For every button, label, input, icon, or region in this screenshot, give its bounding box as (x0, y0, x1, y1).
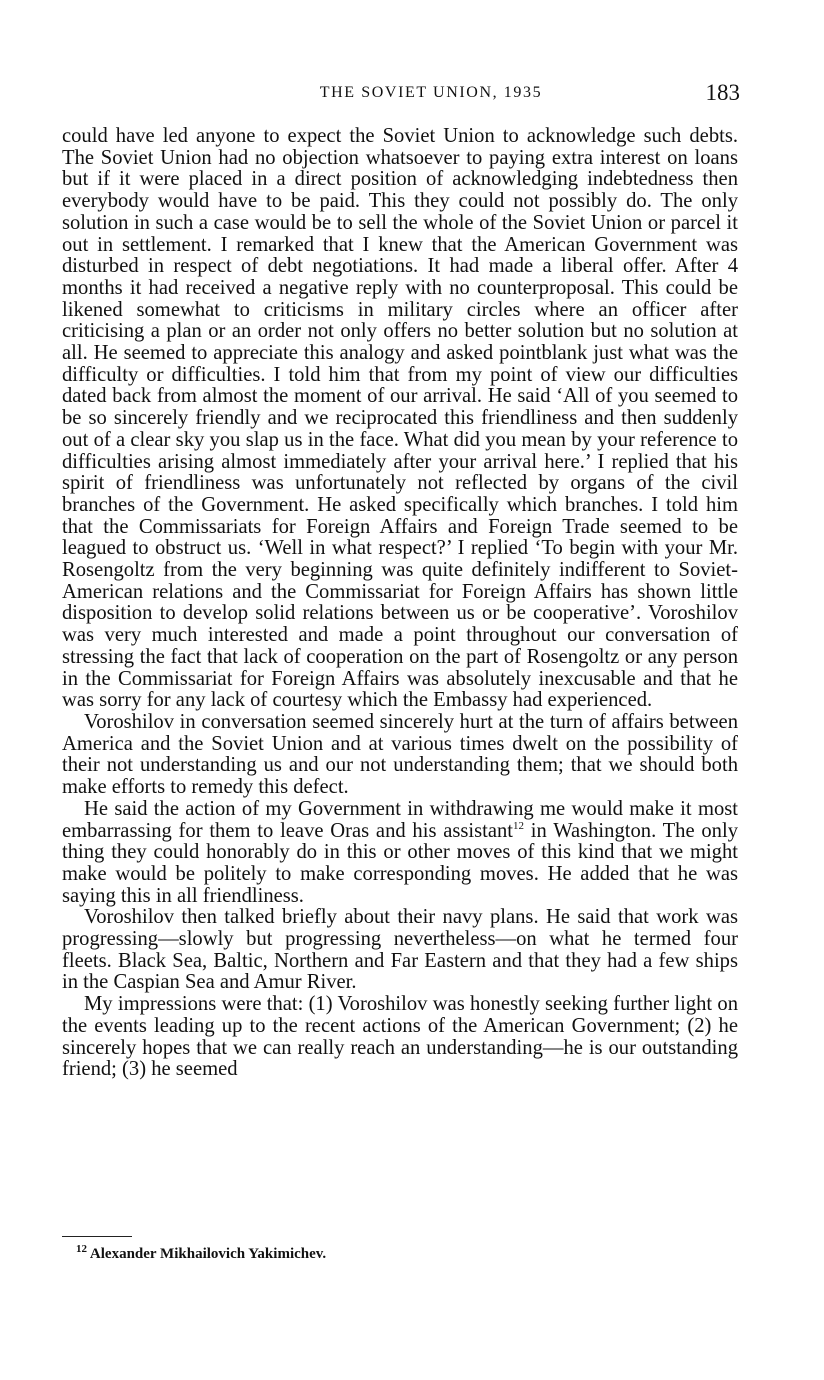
paragraph-4: Voroshilov then talked briefly about their navy plans. He said that work was progressing—slowly but progressing nevertheless—on what he termed four fleets. Black Sea, Baltic, Northern and Far Eastern and that they had a few ships in the Caspian Sea and Amur River. (62, 906, 738, 994)
footnote-number: 12 (76, 1243, 87, 1255)
paragraph-3-text-b: in Washington. The only thing they could honorably do in this or other moves of this kind that we might make would be politely to make corresponding moves. He added that he was saying this in all friendliness. (62, 819, 738, 907)
footnote-reference: 12 (513, 819, 525, 832)
paragraph-1: could have led anyone to expect the Soviet Union to acknowledge such debts. The Soviet Union had no objection whatsoever to paying extra interest on loans but if it were placed in a direct position of acknowledging indebtedness then everybody would have to be paid. This they could not possibly do. The only solution in such a case would be to sell the whole of the Soviet Union or parcel it out in settlement. I remarked that I knew that the American Government was disturbed in respect of debt negotiations. It had made a liberal offer. After 4 months it had received a negative reply with no counterproposal. This could be likened somewhat to criticisms in military circles where an officer after criticising a plan or an order not only offers no better solution but no solution at all. He seemed to appreciate this analogy and asked pointblank just what was the difficulty or difficulties. I told him that from my point of view our difficulties dated back from almost the moment of our arrival. He said ‘All of you seemed to be so sincerely friendly and we reciprocated this friendliness and then suddenly out of a clear sky you slap us in the face. What did you mean by your reference to difficulties arising almost immediately after your arrival here.’ I replied that his spirit of friendliness was unfortunately not reflected by organs of the civil branches of the Government. He asked specifically which branches. I told him that the Commissariats for Foreign Affairs and Foreign Trade seemed to be leagued to obstruct us. ‘Well in what respect?’ I replied ‘To begin with your Mr. Rosengoltz from the very beginning was quite definitely indifferent to Soviet-American relations and the Commissariat for Foreign Affairs has shown little disposition to develop solid relations between us or be cooperative’. Voroshilov was very much interested and made a point throughout our conversation of stressing the fact that lack of cooperation on the part of Rosengoltz or any person in the Commissariat for Foreign Affairs was absolutely inexcusable and that he was sorry for any lack of courtesy which the Embassy had experienced. (62, 125, 738, 712)
running-head (62, 80, 740, 110)
footnote (76, 1243, 736, 1263)
paragraph-5: My impressions were that: (1) Voroshilov was honestly seeking further light on the events leading up to the recent actions of the American Government; (2) he sincerely hopes that we can really reach an understanding—he is our outstanding friend; (3) he seemed (62, 993, 738, 1081)
paragraph-2: Voroshilov in conversation seemed sincerely hurt at the turn of affairs between America and the Soviet Union and at various times dwelt on the possibility of their not understanding us and our not understanding them; that we should both make efforts to remedy this defect. (62, 710, 738, 799)
paragraph-3-text-a: He said the action of my Government in withdrawing me would make it most embarrassing for them to leave Oras and his assistant (62, 797, 738, 842)
body-text (62, 126, 738, 1081)
footnote-text: Alexander Mikhailovich Yakimichev. (87, 1246, 327, 1262)
paragraph-3 (62, 799, 738, 908)
running-title: THE SOVIET UNION, 1935 (319, 84, 543, 101)
footnote-rule (62, 1236, 132, 1237)
page-number: 183 (705, 80, 740, 105)
